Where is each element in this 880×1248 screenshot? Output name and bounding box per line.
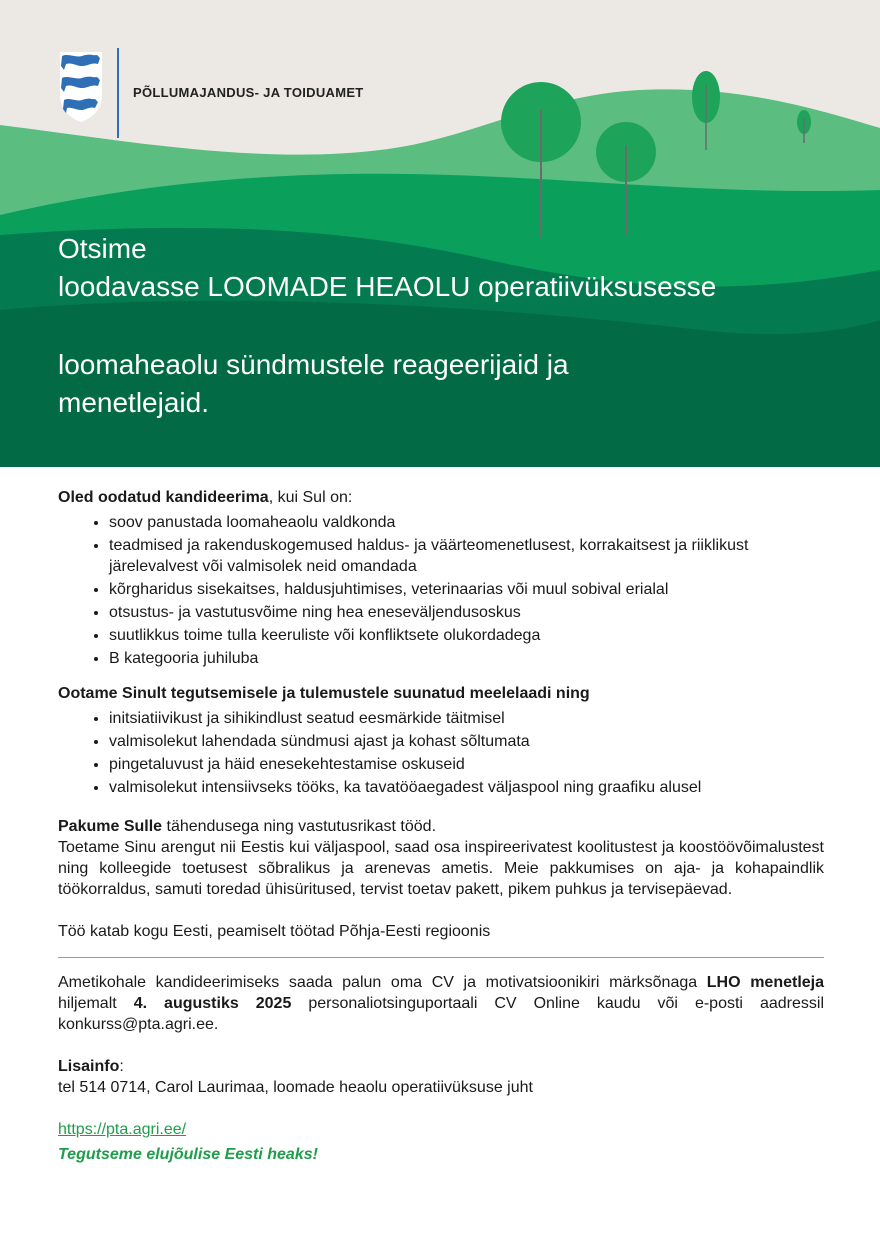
list-item: • suutlikkus toime tulla keeruliste või konfliktsete olukordadega <box>109 625 824 646</box>
slogan: Tegutseme elujõulise Eesti heaks! <box>58 1146 318 1163</box>
list-item: • kõrgharidus sisekaitses, haldusjuhtimises, veterinaarias või muul sobival erialal <box>109 579 824 600</box>
expectations-title: Ootame Sinult tegutsemisele ja tulemustele suunatud meelelaadi ning <box>58 685 590 702</box>
work-location: Töö katab kogu Eesti, peamiselt töötad Põhja-Eesti regioonis <box>58 923 491 940</box>
logo-divider <box>117 48 119 138</box>
contact-label-line <box>58 1056 824 1077</box>
offer-paragraph: Toetame Sinu arengut nii Eestis kui väljaspool, saad osa inspireerivatest koolitustest ja koostöövõimalustest ning kolleegide toetusest sõbralikus ja arenevas ametis. Meie pakkumises on aja- ja kohapaindlik töökorraldus, samuti toredad ühisüritused, tervist toetav pakett, pikem puhkus ja tervisepäevad. <box>58 839 824 898</box>
application-instructions <box>58 972 824 1035</box>
estonian-coat-of-arms-icon <box>58 50 104 124</box>
contact-colon: : <box>119 1058 124 1075</box>
apply-deadline: 4. augustiks 2025 <box>133 995 292 1012</box>
hero-line-2: loodavasse LOOMADE HEAOLU operatiivüksusesse <box>58 271 717 302</box>
contact-details: tel 514 0714, Carol Laurimaa, loomade heaolu operatiivüksuse juht <box>58 1079 533 1096</box>
list-item: • initsiatiivikust ja sihikindlust seatud eesmärkide täitmisel <box>109 708 824 729</box>
job-ad-body <box>58 487 824 1165</box>
hero-line-4: menetlejaid. <box>58 387 209 418</box>
requirements-list <box>58 512 824 669</box>
requirements-intro-bold: Oled oodatud kandideerima <box>58 489 269 506</box>
apply-part-2: hiljemalt <box>58 995 134 1012</box>
list-item: • teadmised ja rakenduskogemused haldus- ja väärteomenetlusest, korrakaitsest ja riiklikust järelevalvest või valmisolek neid omandada <box>109 535 824 577</box>
apply-keyword: LHO menetleja <box>706 974 825 991</box>
list-item: • otsustus- ja vastutusvõime ning hea eneseväljendusoskus <box>109 602 824 623</box>
requirements-intro-rest: , kui Sul on: <box>268 489 353 506</box>
offer-bold: Pakume Sulle <box>58 818 163 835</box>
hero-headline <box>58 230 838 422</box>
apply-part-3: personaliotsinguportaali CV Online kaudu või e-posti aadressil konkurss@pta.agri.ee. <box>58 995 825 1033</box>
list-item: • valmisolekut lahendada sündmusi ajast ja kohast sõltumata <box>109 731 824 752</box>
hero-line-1: Otsime <box>58 233 147 264</box>
expectations-list <box>58 708 824 798</box>
agency-name: PÕLLUMAJANDUS- JA TOIDUAMET <box>133 85 364 100</box>
offer-intro <box>58 816 824 837</box>
hero-line-3: loomaheaolu sündmustele reageerijaid ja <box>58 349 569 380</box>
website-line <box>58 1119 824 1140</box>
requirements-intro <box>58 487 824 508</box>
list-item: • soov panustada loomaheaolu valdkonda <box>109 512 824 533</box>
apply-part-1: Ametikohale kandideerimiseks saada palun oma CV ja motivatsioonikiri märksõnaga <box>58 974 707 991</box>
section-divider <box>58 957 824 958</box>
logo <box>58 50 104 138</box>
list-item: • pingetaluvust ja häid enesekehtestamise oskuseid <box>109 754 824 775</box>
contact-label: Lisainfo <box>58 1058 120 1075</box>
list-item: • B kategooria juhiluba <box>109 648 824 669</box>
website-link[interactable]: https://pta.agri.ee/ <box>58 1121 187 1138</box>
hero-banner <box>0 0 880 467</box>
list-item: • valmisolekut intensiivseks tööks, ka tavatööaegadest väljaspool ning graafiku alusel <box>109 777 824 798</box>
offer-rest: tähendusega ning vastutusrikast tööd. <box>162 818 437 835</box>
